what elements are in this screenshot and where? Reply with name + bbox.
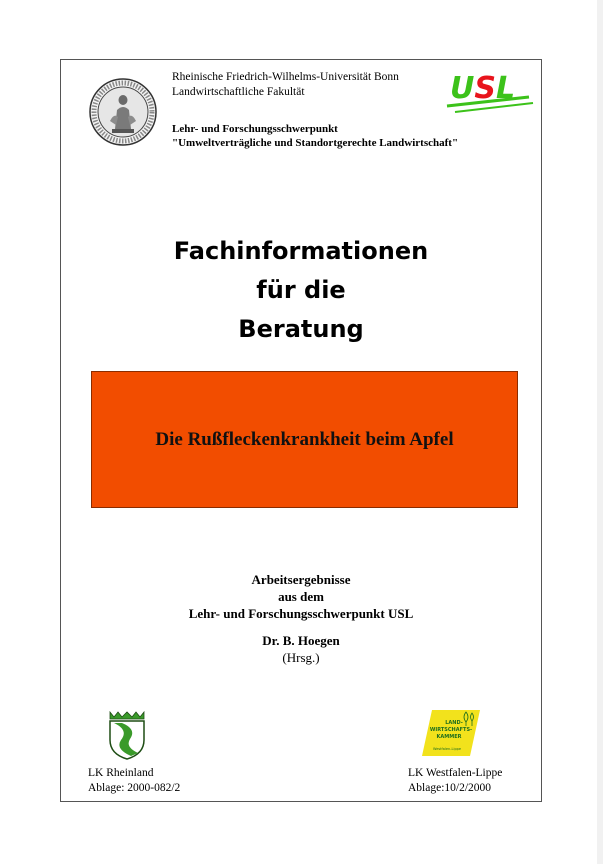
page-edge <box>597 0 603 864</box>
editor-role: (Hrsg.) <box>282 650 320 665</box>
rheinland-shield-icon <box>107 710 147 760</box>
results-line1: Arbeitsergebnisse <box>251 572 351 587</box>
research-focus-line2: "Umweltverträgliche und Standortgerechte Landwirtschaft" <box>172 137 459 149</box>
lwk-logo-text-2: WIRTSCHAFTS- <box>429 727 473 733</box>
footer-left-org: LK Rheinland <box>88 767 154 779</box>
footer-left-ref: Ablage: 2000-082/2 <box>88 782 181 794</box>
headline-line3: Beratung <box>238 315 364 343</box>
footer-westfalen-lippe <box>408 766 502 796</box>
faculty-name: Landwirtschaftliche Fakultät <box>172 86 305 98</box>
lwk-logo-text-3: KAMMER <box>436 734 462 740</box>
document-headline <box>60 232 542 349</box>
svg-text:USL: USL <box>450 71 516 106</box>
lwk-logo-text-1: LAND- <box>445 720 463 726</box>
headline-line2: für die <box>256 276 346 304</box>
university-seal-icon <box>88 77 158 147</box>
footer-rheinland <box>88 766 180 796</box>
lwk-logo-text-4: Westfalen-Lippe <box>432 747 462 751</box>
headline-line1: Fachinformationen <box>173 237 429 265</box>
results-line3: Lehr- und Forschungsschwerpunkt USL <box>188 606 414 621</box>
research-focus-line1: Lehr- und Forschungsschwerpunkt <box>172 123 338 135</box>
research-focus <box>172 122 458 150</box>
document-title: Die Rußfleckenkrankheit beim Apfel <box>155 428 454 450</box>
title-box <box>91 371 518 508</box>
results-block <box>60 571 542 666</box>
university-header <box>172 70 399 100</box>
university-name: Rheinische Friedrich-Wilhelms-Universität Bonn <box>172 71 399 83</box>
usl-logo-icon <box>445 62 535 120</box>
results-line2: aus dem <box>278 589 324 604</box>
footer-right-ref: Ablage:10/2/2000 <box>408 782 492 794</box>
westfalen-lippe-logo-icon <box>420 708 482 758</box>
editor-name: Dr. B. Hoegen <box>262 633 340 648</box>
footer-right-org: LK Westfalen-Lippe <box>408 767 503 779</box>
